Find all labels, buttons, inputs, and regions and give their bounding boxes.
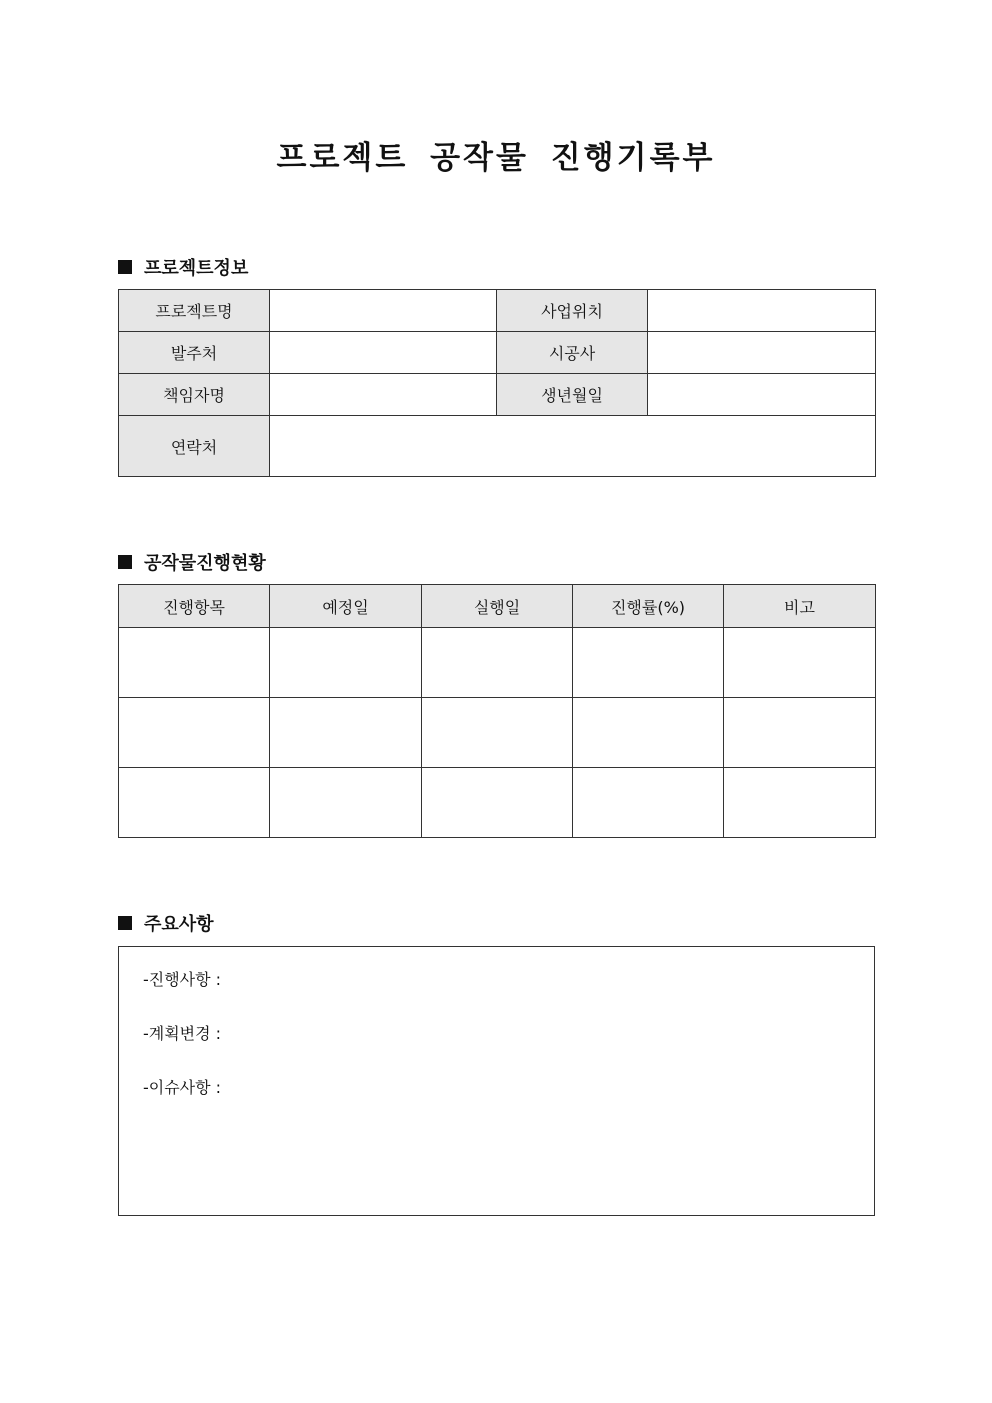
section-heading-label: 프로젝트정보 [144,258,249,279]
key-matters-box[interactable] [118,946,875,1216]
column-header-actual-date: 실행일 [422,585,573,628]
table-row [119,768,876,838]
label-client: 발주처 [119,332,270,374]
label-project-name: 프로젝트명 [119,290,270,332]
contractor-field[interactable] [648,332,876,374]
cell-item[interactable] [119,768,270,838]
cell-planned-date[interactable] [270,628,422,698]
table-row [119,290,876,332]
cell-remarks[interactable] [724,628,876,698]
cell-actual-date[interactable] [422,768,573,838]
table-row [119,332,876,374]
label-contractor: 시공사 [497,332,648,374]
birth-date-field[interactable] [648,374,876,416]
cell-item[interactable] [119,698,270,768]
cell-remarks[interactable] [724,768,876,838]
cell-remarks[interactable] [724,698,876,768]
page-title: 프로젝트 공작물 진행기록부 [276,140,716,176]
contact-field[interactable] [270,416,876,477]
note-plan-change-line: -계획변경 : [143,1024,222,1043]
label-contact: 연락처 [119,416,270,477]
note-issue-line: -이슈사항 : [143,1078,222,1097]
cell-actual-date[interactable] [422,698,573,768]
note-progress-line: -진행사항 : [143,970,222,989]
table-row [119,628,876,698]
project-info-table [118,289,876,477]
section-heading-progress-status [118,549,266,575]
cell-progress-rate[interactable] [573,628,724,698]
section-heading-project-info [118,254,248,280]
section-heading-label: 주요사항 [144,914,214,935]
table-header-row [119,585,876,628]
table-row [119,374,876,416]
column-header-progress-rate: 진행률(%) [573,585,724,628]
business-location-field[interactable] [648,290,876,332]
table-row [119,416,876,477]
label-birth-date: 생년월일 [497,374,648,416]
column-header-remarks: 비고 [724,585,876,628]
cell-planned-date[interactable] [270,698,422,768]
project-name-field[interactable] [270,290,497,332]
section-heading-label: 공작물진행현황 [144,553,266,574]
cell-actual-date[interactable] [422,628,573,698]
cell-progress-rate[interactable] [573,768,724,838]
cell-progress-rate[interactable] [573,698,724,768]
square-bullet-icon [118,555,132,569]
label-person-in-charge: 책임자명 [119,374,270,416]
progress-status-table [118,584,876,838]
cell-planned-date[interactable] [270,768,422,838]
label-business-location: 사업위치 [497,290,648,332]
cell-item[interactable] [119,628,270,698]
person-in-charge-field[interactable] [270,374,497,416]
column-header-planned-date: 예정일 [270,585,422,628]
section-heading-key-matters [118,910,214,936]
square-bullet-icon [118,916,132,930]
column-header-item: 진행항목 [119,585,270,628]
client-field[interactable] [270,332,497,374]
square-bullet-icon [118,260,132,274]
table-row [119,698,876,768]
